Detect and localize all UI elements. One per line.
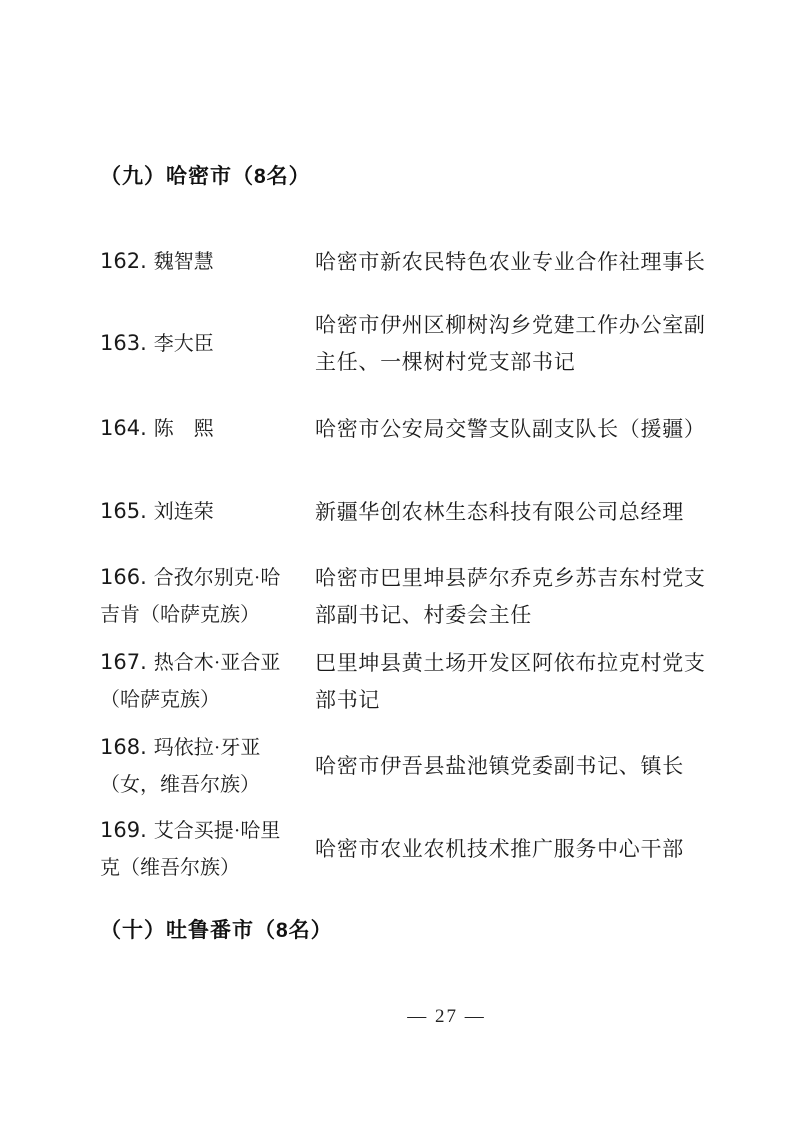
entry-name: 热合木·亚合亚（哈萨克族）	[100, 652, 281, 711]
entry-name-cell	[100, 243, 295, 281]
entry-number: 163.	[100, 331, 147, 355]
entry-name-cell	[100, 493, 295, 531]
list-item	[100, 243, 793, 281]
entry-name-cell	[100, 812, 295, 887]
entry-title: 哈密市农业农机技术推广服务中心干部	[315, 837, 684, 861]
list-item	[100, 729, 793, 804]
entry-name: 陈 熙	[153, 418, 214, 440]
entry-number: 167.	[100, 650, 147, 674]
entry-name-cell	[100, 644, 295, 719]
entry-name: 艾合买提·哈里克（维吾尔族）	[100, 820, 281, 879]
list-item	[100, 493, 793, 531]
entry-name-cell	[100, 729, 295, 804]
entry-number: 162.	[100, 249, 147, 273]
delegate-list	[100, 243, 793, 887]
entry-name: 魏智慧	[153, 251, 214, 273]
entry-name: 刘连荣	[153, 501, 214, 523]
entry-number: 168.	[100, 735, 147, 759]
entry-title: 哈密市新农民特色农业专业合作社理事长	[315, 249, 706, 274]
list-item	[100, 410, 793, 448]
section-header-turpan: （十）吐鲁番市（8名）	[100, 919, 333, 942]
entry-name-cell	[100, 410, 295, 448]
list-item	[100, 307, 793, 381]
entry-title: 哈密市巴里坤县萨尔乔克乡苏吉东村党支部副书记、村委会主任	[315, 565, 706, 627]
page-number: — 27 —	[407, 1006, 486, 1027]
entry-number: 166.	[100, 565, 147, 589]
entry-title: 新疆华创农林生态科技有限公司总经理	[315, 499, 684, 524]
entry-title: 巴里坤县黄土场开发区阿依布拉克村党支部书记	[315, 650, 706, 712]
entry-title: 哈密市公安局交警支队副支队长（援疆）	[315, 416, 706, 441]
entry-name: 李大臣	[153, 333, 214, 355]
entry-name-cell	[100, 559, 295, 634]
list-item	[100, 559, 793, 634]
entry-title: 哈密市伊州区柳树沟乡党建工作办公室副主任、一棵树村党支部书记	[315, 313, 706, 374]
section-header-hami: （九）哈密市（8名）	[100, 165, 311, 188]
entry-name: 玛依拉·牙亚（女，维吾尔族）	[100, 737, 261, 796]
entry-title: 哈密市伊吾县盐池镇党委副书记、镇长	[315, 754, 684, 778]
entry-number: 169.	[100, 818, 147, 842]
list-item	[100, 812, 793, 887]
entry-number: 164.	[100, 416, 147, 440]
entry-name-cell	[100, 325, 295, 363]
list-item	[100, 644, 793, 719]
entry-number: 165.	[100, 499, 147, 523]
entry-name: 合孜尔别克·哈吉肯（哈萨克族）	[100, 567, 281, 626]
